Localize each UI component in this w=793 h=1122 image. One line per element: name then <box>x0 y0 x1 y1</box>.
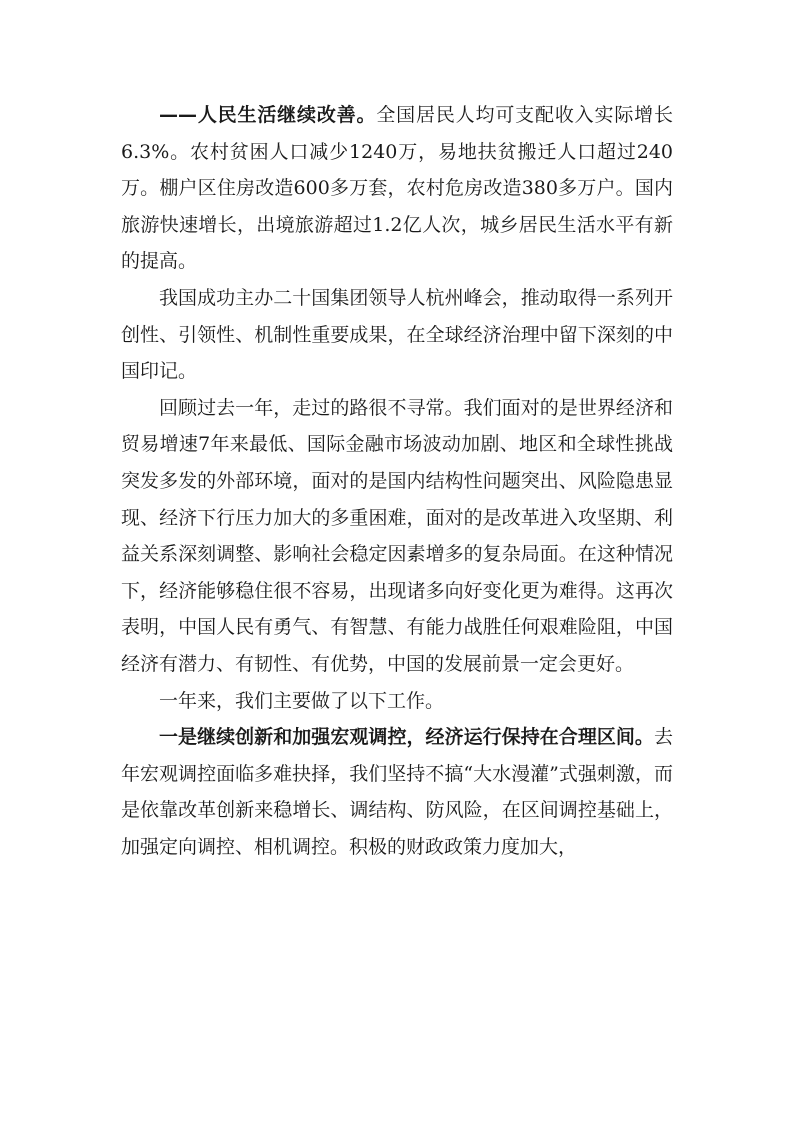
paragraph-work-intro <box>121 683 673 720</box>
paragraph-text: 我国成功主办二十国集团领导人杭州峰会，推动取得一系列开创性、引领性、机制性重要成果，在全球经济治理中留下深刻的中国印记。 <box>121 286 673 383</box>
paragraph-heading: 一是继续创新和加强宏观调控，经济运行保持在合理区间。 <box>159 726 654 749</box>
paragraph-text: 全国居民人均可支配收入实际增长6.3%。农村贫困人口减少1240万，易地扶贫搬迁人口超过240万。棚户区住房改造600多万套，农村危房改造380多万户。国内旅游快速增长，出境旅游超过1.2亿人次，城乡居民生活水平有新的提高。 <box>121 104 673 273</box>
paragraph-text: 去年宏观调控面临多难抉择，我们坚持不搞“大水漫灌”式强刺激，而是依靠改革创新来稳增长、调结构、防风险，在区间调控基础上，加强定向调控、相机调控。积极的财政政策力度加大， <box>121 726 673 858</box>
paragraph-macro-control <box>121 719 673 865</box>
paragraph-text: 一年来，我们主要做了以下工作。 <box>159 689 445 712</box>
paragraph-g20-summit <box>121 280 673 390</box>
document-body <box>121 97 673 865</box>
paragraph-review-past-year <box>121 390 673 683</box>
paragraph-heading: ——人民生活继续改善。 <box>159 104 377 126</box>
paragraph-living-standards <box>121 97 673 280</box>
paragraph-text: 回顾过去一年，走过的路很不寻常。我们面对的是世界经济和贸易增速7年来最低、国际金融市场波动加剧、地区和全球性挑战突发多发的外部环境，面对的是国内结构性问题突出、风险隐患显现、经济下行压力加大的多重困难，面对的是改革进入攻坚期、利益关系深刻调整、影响社会稳定因素增多的复杂局面。在这种情况下，经济能够稳住很不容易，出现诸多向好变化更为难得。这再次表明，中国人民有勇气、有智慧、有能力战胜任何艰难险阻，中国经济有潜力、有韧性、有优势，中国的发展前景一定会更好。 <box>121 396 673 675</box>
